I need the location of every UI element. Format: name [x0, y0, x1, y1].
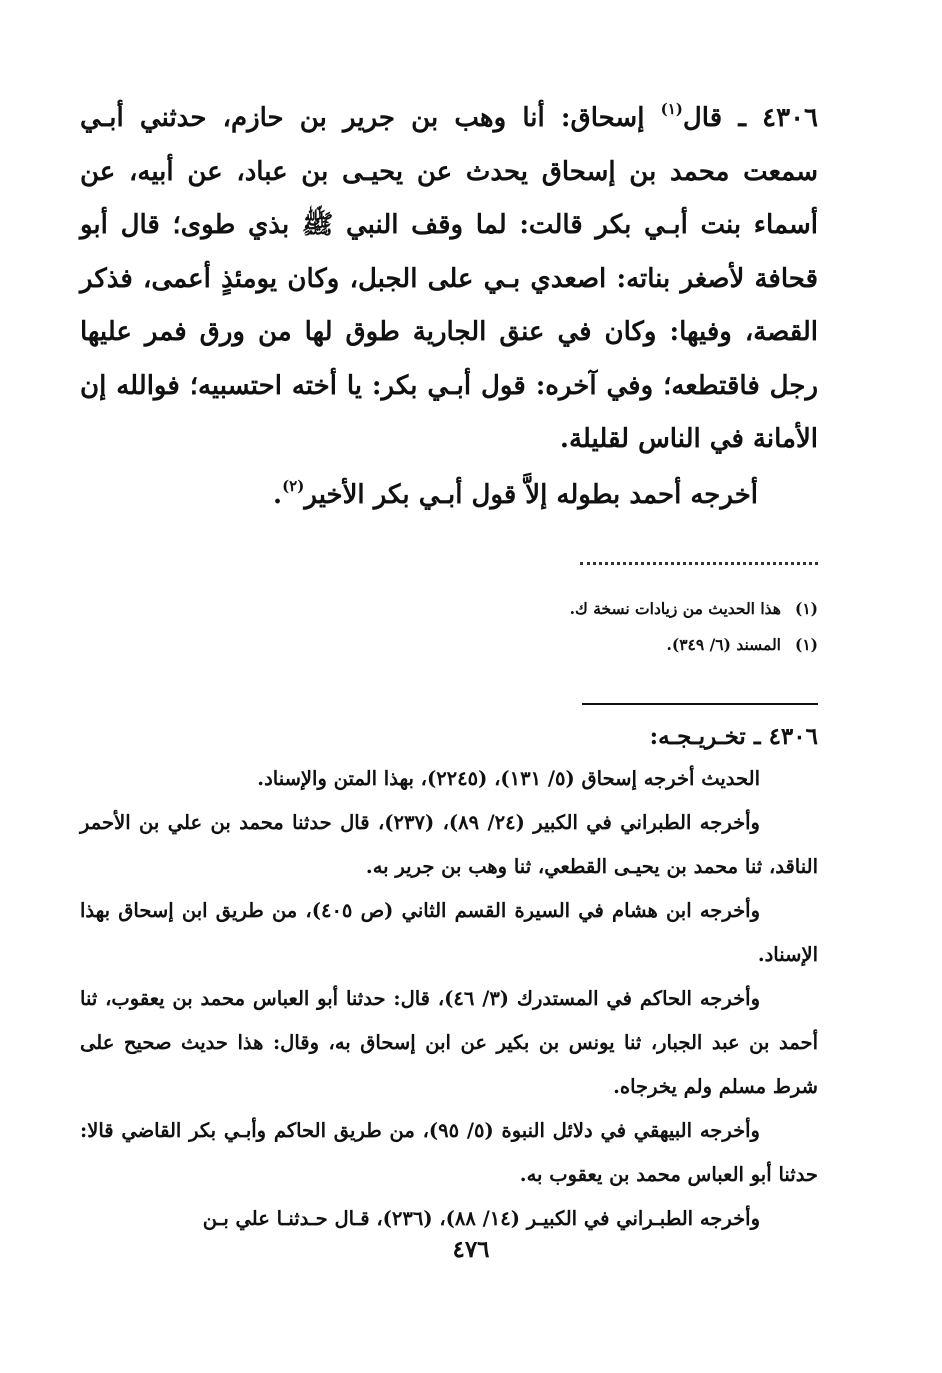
footnote-item: [80, 627, 818, 663]
takhrij-paragraph-text: وأخرجه ابن هشام في السيرة القسم الثاني (ص ٤٠٥)، من طريق ابن إسحاق بهذا الإسناد.: [80, 899, 818, 966]
footnote-number: (١): [794, 599, 818, 618]
takhrij-paragraph-text: وأخرجه الطبراني في الكبير (٢٤/ ٨٩)، (٢٣٧)، قال حدثنا محمد بن علي بن الأحمر الناقد، ثنا محمد بن يحيـى القطعي، ثنا وهب بن جرير به.: [80, 811, 818, 878]
takhrij-paragraph-text: وأخرجه الطبـراني في الكبيـر (١٤/ ٨٨)، (٢٣٦)، قـال حـدثنـا علي بـن: [202, 1207, 760, 1230]
takhrij-paragraph: [80, 977, 818, 1109]
hadith-dash: ـ: [738, 103, 746, 133]
takhrij-paragraph-text: الحديث أخرجه إسحاق (٥/ ١٣١)، (٢٢٤٥)، بهذا المتن والإسناد.: [257, 767, 760, 790]
hadith-number: ٤٣٠٦: [762, 103, 818, 133]
footnote-text: هذا الحديث من زيادات نسخة ك.: [569, 599, 781, 618]
footnote-text: المسند (٦/ ٣٤٩).: [666, 635, 781, 654]
page-content: [80, 92, 818, 1241]
takhrij-paragraph-text: وأخرجه الحاكم في المستدرك (٣/ ٤٦)، قال: حدثنا أبو العباس محمد بن يعقوب، ثنا أحمد بن عبد الجبار، ثنا يونس بن بكير عن ابن إسحاق به، وقال: هذا حديث صحيح على شرط مسلم ولم يخرجاه.: [80, 987, 818, 1098]
footnotes: [80, 591, 818, 663]
main-text: [80, 92, 818, 522]
hadith-paragraph: [80, 92, 818, 467]
footnote-marker: (٢): [282, 476, 305, 495]
section-separator: [582, 703, 818, 705]
takhrij-body: [80, 757, 818, 1241]
summary-takhrij-text: أخرجه أحمد بطوله إلاَّ قول أبـي بكر الأخير: [304, 479, 758, 510]
takhrij-paragraph: [80, 1109, 818, 1197]
footnote-divider: [580, 562, 818, 565]
takhrij-paragraph: [80, 889, 818, 977]
hadith-text-start: قال: [682, 103, 723, 133]
takhrij-heading: ٤٣٠٦ ـ تخـريـجـه:: [649, 723, 818, 750]
hadith-text: إسحاق: أنا وهب بن جرير بن حازم، حدثني أبـي سمعت محمد بن إسحاق يحدث عن يحيـى بن عباد، عن أبيه، عن أسماء بنت أبـي بكر قالت: لما وقف النبي ﷺ بذي طوى؛ قال أبو قحافة لأصغر بناته: اصعدي بـي على الجبل، وكان يومئذٍ أعمى، فذكر القصة، وفيها: وكان في عنق الجارية طوق لها من ورق فمر عليها رجل فاقتطعه؛ وفي آخره: قول أبـي بكر: يا أخته احتسبيه؛ فوالله إن الأمانة في الناس لقليلة.: [80, 103, 818, 454]
footnote-marker: (١): [660, 100, 683, 118]
takhrij-paragraph-text: وأخرجه البيهقي في دلائل النبوة (٥/ ٩٥)، من طريق الحاكم وأبـي بكر القاضي قالا: حدثنا أبو العباس محمد بن يعقوب به.: [80, 1119, 818, 1186]
takhrij-paragraph: [80, 757, 818, 801]
takhrij-paragraph: [80, 801, 818, 889]
takhrij-paragraph: [80, 1197, 818, 1241]
footnote-number: (١): [794, 635, 818, 654]
footnote-item: [80, 591, 818, 627]
summary-takhrij-end: .: [273, 479, 283, 510]
page-number: ٤٧٦: [452, 1236, 490, 1263]
summary-takhrij-line: [80, 469, 818, 523]
